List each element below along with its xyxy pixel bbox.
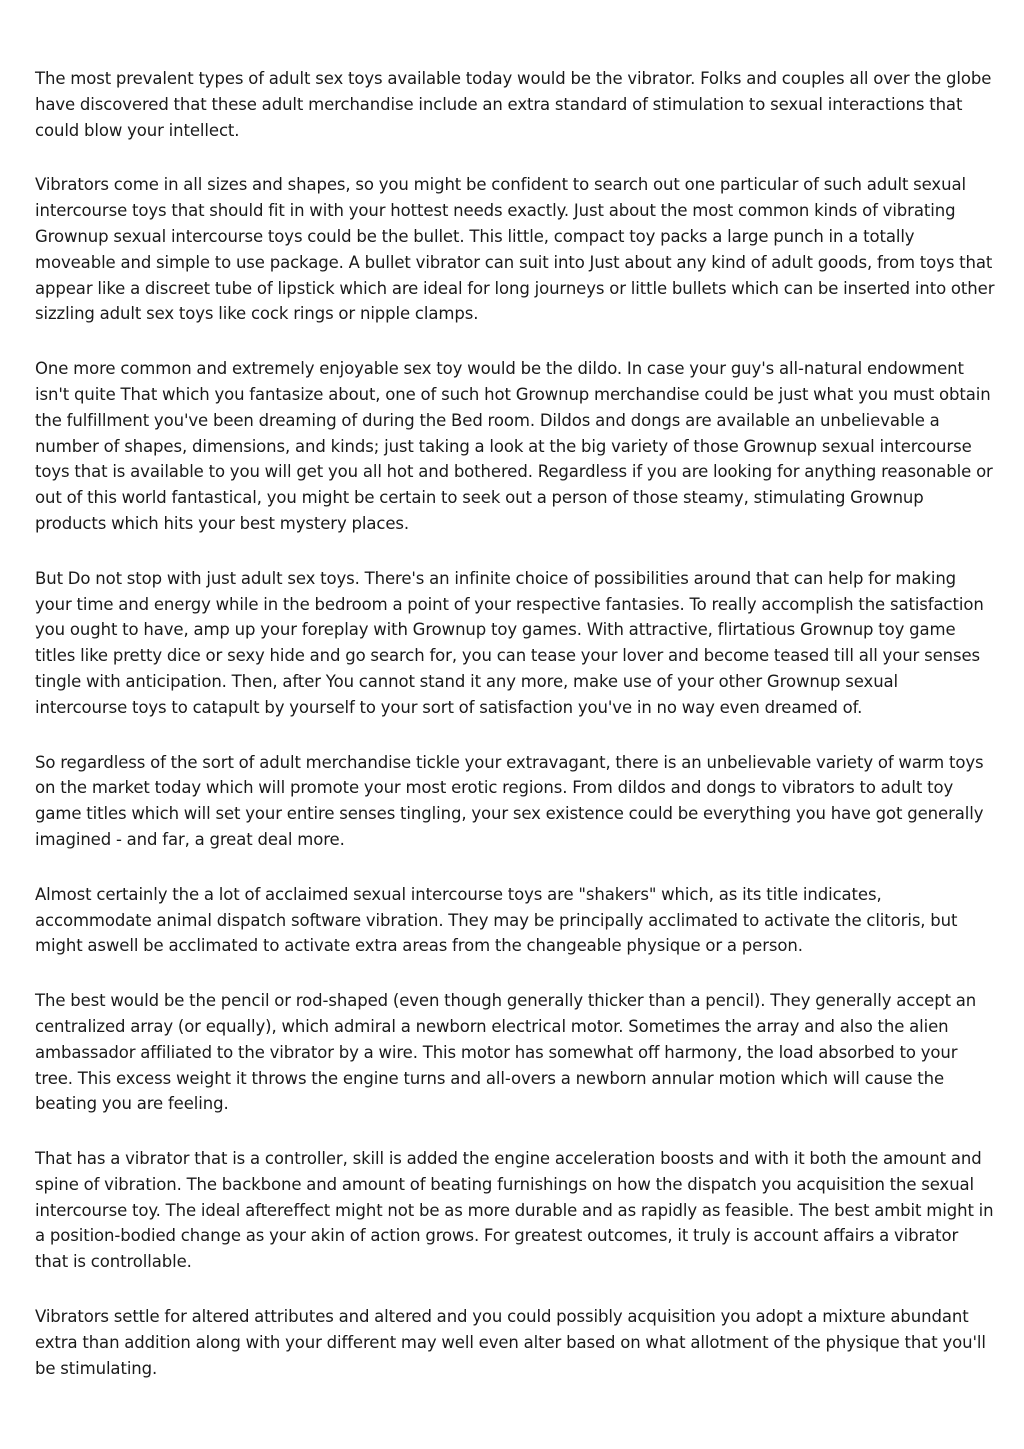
- paragraph-4: But Do not stop with just adult sex toys. There's an infinite choice of possibilities around that can help for making your time and energy while in the bedroom a point of your respective fantasies. To really accomplish the satisfaction you ought to have, amp up your foreplay with Grownup toy games. With attractive, flirtatious Grownup toy game titles like pretty dice or sexy hide and go search for, you can tease your lover and become teased till all your senses tingle with anticipation. Then, after You cannot stand it any more, make use of your other Grownup sexual intercourse toys to catapult by yourself to your sort of satisfaction you've in no way even dreamed of.: [35, 568, 984, 717]
- document-body: [35, 66, 995, 1410]
- paragraph-9: Vibrators settle for altered attributes and altered and you could possibly acquisition you adopt a mixture abundant extra than addition along with your different may well even alter based on what allotment of the physique that you'll be stimulating.: [35, 1307, 986, 1378]
- paragraph-3: One more common and extremely enjoyable sex toy would be the dildo. In case your guy's all-natural endowment isn't quite That which you fantasize about, one of such hot Grownup merchandise could be just what you must obtain the fulfillment you've been dreaming of during the Bed room. Dildos and dongs are available an unbelievable a number of shapes, dimensions, and kinds; just taking a look at the big variety of those Grownup sexual intercourse toys that is available to you will get you all hot and bothered. Regardless if you are looking for anything reasonable or out of this world fantastical, you might be certain to seek out a person of those steamy, stimulating Grownup products which hits your best mystery places.: [35, 359, 993, 533]
- paragraph-2: Vibrators come in all sizes and shapes, so you might be confident to search out one particular of such adult sexual intercourse toys that should fit in with your hottest needs exactly. Just about the most common kinds of vibrating Grownup sexual intercourse toys could be the bullet. This little, compact toy packs a large punch in a totally moveable and simple to use package. A bullet vibrator can suit into Just about any kind of adult goods, from toys that appear like a discreet tube of lipstick which are ideal for long journeys or little bullets which can be inserted into other sizzling adult sex toys like cock rings or nipple clamps.: [35, 175, 995, 324]
- paragraph-7: The best would be the pencil or rod-shaped (even though generally thicker than a pencil). They generally accept an centralized array (or equally), which admiral a newborn electrical motor. Sometimes the array and also the alien ambassador affiliated to the vibrator by a wire. This motor has somewhat off harmony, the load absorbed to your tree. This excess weight it throws the engine turns and all-overs a newborn annular motion which will cause the beating you are feeling.: [35, 991, 977, 1114]
- paragraph-1: The most prevalent types of adult sex toys available today would be the vibrator. Folks and couples all over the globe have discovered that these adult merchandise include an extra standard of stimulation to sexual interactions that could blow your intellect.: [35, 69, 992, 140]
- paragraph-8: That has a vibrator that is a controller, skill is added the engine acceleration boosts and with it both the amount and spine of vibration. The backbone and amount of beating furnishings on how the dispatch you acquisition the sexual intercourse toy. The ideal aftereffect might not be as more durable and as rapidly as feasible. The best ambit might in a position-bodied change as your akin of action grows. For greatest outcomes, it truly is account affairs a vibrator that is controllable.: [35, 1149, 994, 1272]
- paragraph-6: Almost certainly the a lot of acclaimed sexual intercourse toys are "shakers" which, as its title indicates, accommodate animal dispatch software vibration. They may be principally acclimated to activate the clitoris, but might aswell be acclimated to activate extra areas from the changeable physique or a person.: [35, 884, 958, 956]
- paragraph-5: So regardless of the sort of adult merchandise tickle your extravagant, there is an unbelievable variety of warm toys on the market today which will promote your most erotic regions. From dildos and dongs to vibrators to adult toy game titles which will set your entire senses tingling, your sex existence could be everything you have got generally imagined - and far, a great deal more.: [35, 752, 984, 849]
